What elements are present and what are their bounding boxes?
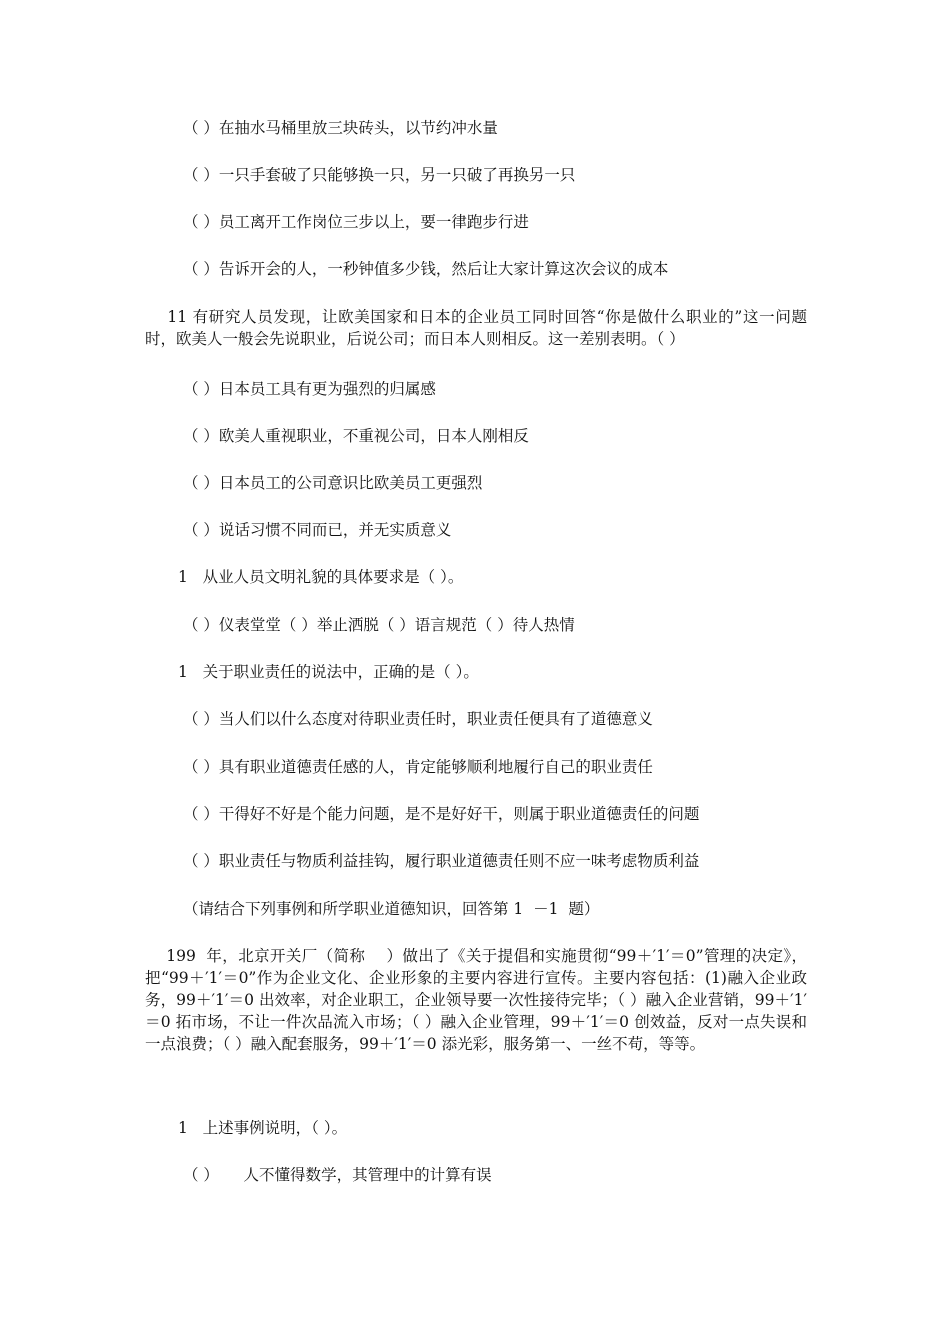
question-responsibility: 1 关于职业责任的说法中，正确的是（ ）。 <box>178 663 479 681</box>
option-line: （ ）干得好不好是个能力问题，是不是好好干，则属于职业道德责任的问题 <box>183 805 700 823</box>
option-line: （ ）欧美人重视职业，不重视公司，日本人刚相反 <box>183 427 529 445</box>
option-line: （ ）当人们以什么态度对待职业责任时，职业责任便具有了道德意义 <box>183 710 653 728</box>
option-line: （ ）员工离开工作岗位三步以上，要一律跑步行进 <box>183 213 529 231</box>
option-line: （ ）一只手套破了只能够换一只，另一只破了再换另一只 <box>183 166 576 184</box>
option-line: （ ）仪表堂堂（ ）举止洒脱（ ）语言规范（ ）待人热情 <box>183 616 575 634</box>
option-line: （ ）日本员工的公司意识比欧美员工更强烈 <box>183 474 483 492</box>
option-line: （ ）日本员工具有更为强烈的归属感 <box>183 380 436 398</box>
option-line: （ ）告诉开会的人，一秒钟值多少钱，然后让大家计算这次会议的成本 <box>183 260 669 278</box>
option-line: （ ） 人不懂得数学，其管理中的计算有误 <box>183 1166 492 1184</box>
case-paragraph: 199 年，北京开关厂（简称 ）做出了《关于提倡和实施贯彻“99＋′1′＝0”管理的决定》，把“99＋′1′＝0”作为企业文化、企业形象的主要内容进行宣传。主要内容包括：(1)融入企业政务，99＋′1′＝0 出效率，对企业职工，企业领导要一次性接待完毕；（ ）融入企业营销，99＋′1′＝0 拓市场，不让一件次品流入市场；（ ）融入企业管理，99＋′1′＝0 创效益，反对一点失误和一点浪费；（ ）融入配套服务，99＋′1′＝0 添光彩，服务第一、一丝不苟，等等。 <box>145 947 807 1053</box>
option-line: （ ）在抽水马桶里放三块砖头，以节约冲水量 <box>183 119 498 137</box>
option-line: （ ）职业责任与物质利益挂钩，履行职业道德责任则不应一味考虑物质利益 <box>183 852 700 870</box>
option-line: （ ）说话习惯不同而已，并无实质意义 <box>183 521 452 539</box>
question-11: 11 有研究人员发现，让欧美国家和日本的企业员工同时回答“你是做什么职业的”这一问题时，欧美人一般会先说职业，后说公司；而日本人则相反。这一差别表明。（ ） <box>145 308 807 348</box>
instruction-line: （请结合下列事例和所学职业道德知识，回答第 1 －1 题） <box>183 900 600 918</box>
question-case: 1 上述事例说明，（ ）。 <box>178 1119 348 1137</box>
question-etiquette: 1 从业人员文明礼貌的具体要求是（ ）。 <box>178 568 464 586</box>
option-line: （ ）具有职业道德责任感的人，肯定能够顺利地履行自己的职业责任 <box>183 758 653 776</box>
